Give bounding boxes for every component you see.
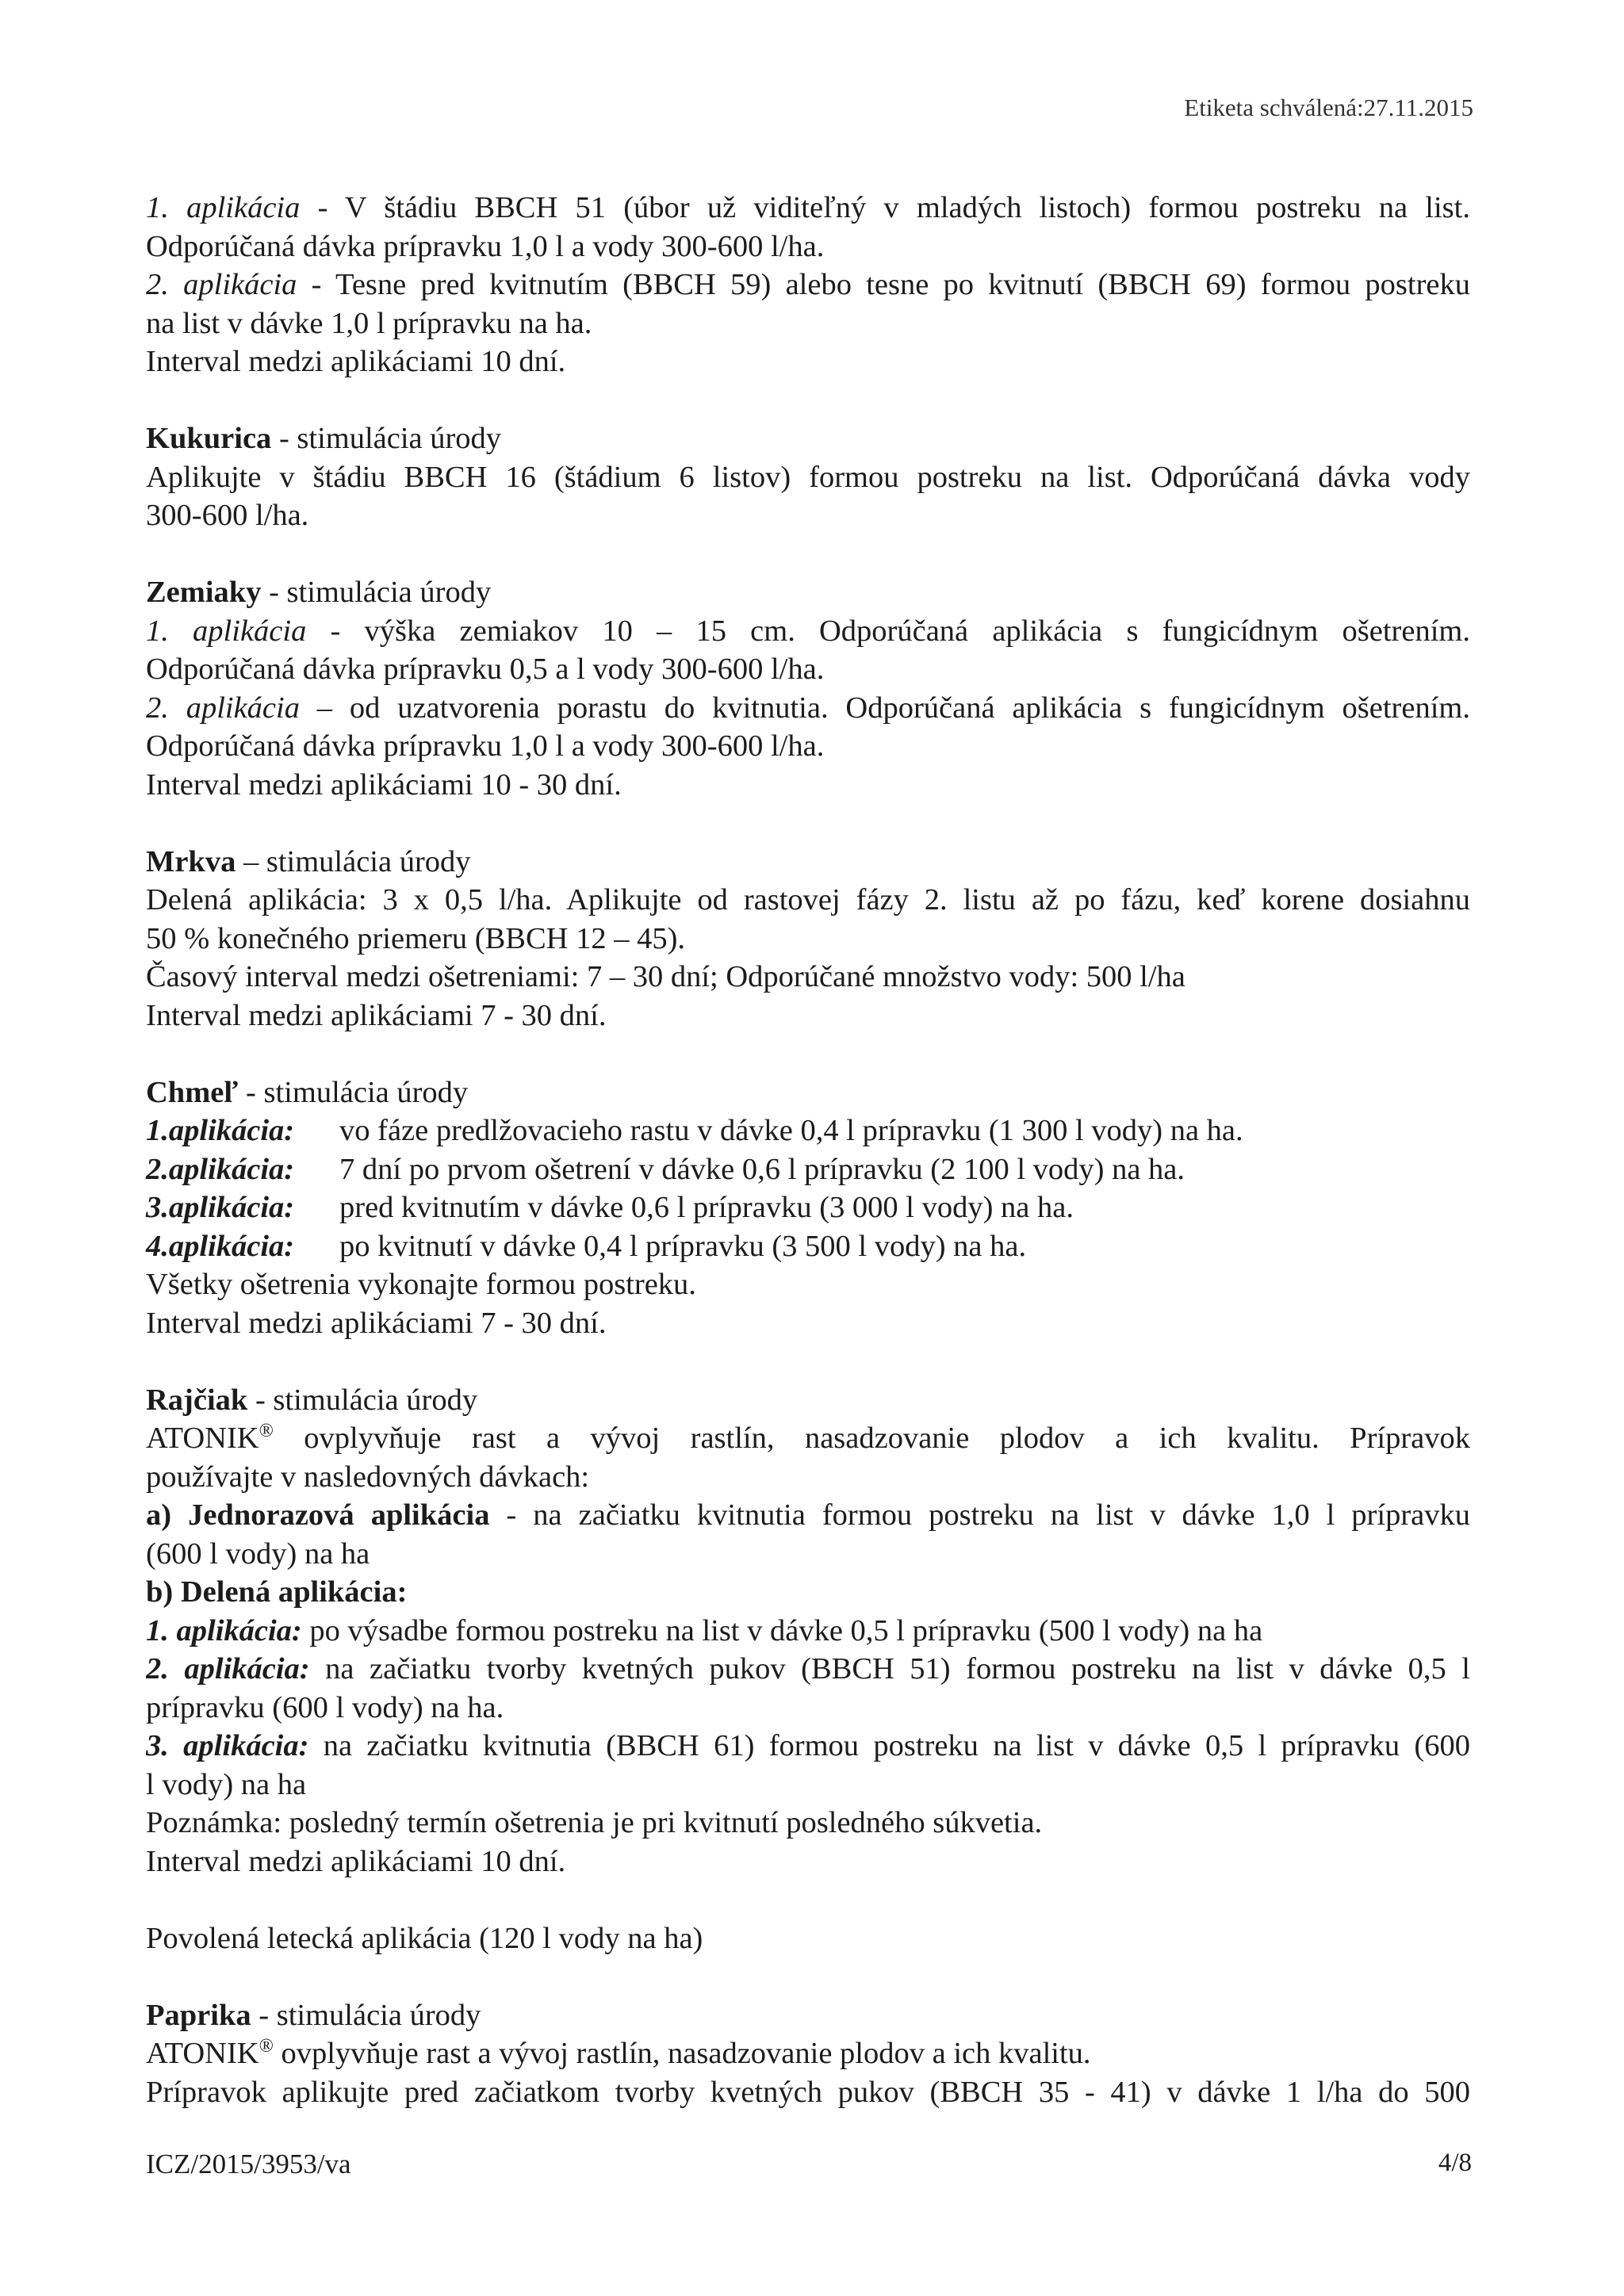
label-text: [146, 189, 1470, 2111]
document-reference: ICZ/2015/3953/va: [146, 2149, 351, 2179]
rajciak-line-4: (600 l vody) na ha: [146, 1536, 370, 1571]
rajciak-line-9: 3. aplikácia: na začiatku kvitnutia (BBCH 61) formou postreku na list v dávke 0,5 l prípravku (600: [146, 1729, 1470, 1762]
mrkva-line-1: Delená aplikácia: 3 x 0,5 l/ha. Aplikujte od rastovej fázy 2. listu až po fázu, keď korene dosiahnu: [146, 883, 1470, 916]
block1-line-4: na list v dávke 1,0 l prípravku na ha.: [146, 306, 592, 340]
section-heading-rajciak: Rajčiak - stimulácia úrody: [146, 1383, 478, 1417]
zemiaky-line-4: Odporúčaná dávka prípravku 1,0 l a vody 300-600 l/ha.: [146, 729, 825, 763]
rajciak-line-7: 2. aplikácia: na začiatku tvorby kvetných pukov (BBCH 51) formou postreku na list v dávke 0,5 l: [146, 1652, 1470, 1686]
rajciak-line-11: Poznámka: posledný termín ošetrenia je pri kvitnutí posledného súkvetia.: [146, 1806, 1043, 1839]
block1-line-2: Odporúčaná dávka prípravku 1,0 l a vody 300-600 l/ha.: [146, 229, 825, 263]
paprika-line-1: ATONIK® ovplyvňuje rast a vývoj rastlín, nasadzovanie plodov a ich kvalitu.: [146, 2036, 1091, 2070]
registered-mark: ®: [259, 1421, 274, 1442]
zemiaky-line-1: 1. aplikácia - výška zemiakov 10 – 15 cm. Odporúčaná aplikácia s fungicídnym ošetrením.: [146, 614, 1470, 648]
mrkva-line-2: 50 % konečného priemeru (BBCH 12 – 45).: [146, 921, 686, 955]
zemiaky-line-2: Odporúčaná dávka prípravku 0,5 a l vody 300-600 l/ha.: [146, 652, 825, 686]
approval-date: Etiketa schválená:27.11.2015: [1184, 94, 1473, 121]
mrkva-line-3: Časový interval medzi ošetreniami: 7 – 30 dní; Odporúčané množstvo vody: 500 l/ha: [146, 960, 1185, 993]
block1-line-1: 1. aplikácia - V štádiu BBCH 51 (úbor už viditeľný v mladých listoch) formou postreku na list.: [146, 191, 1470, 224]
chmel-application-row: 4.aplikácia: po kvitnutí v dávke 0,4 l prípravku (3 500 l vody) na ha.: [146, 1229, 1027, 1263]
rajciak-line-5: b) Delená aplikácia:: [146, 1575, 408, 1609]
kukurica-line-1: Aplikujte v štádiu BBCH 16 (štádium 6 listov) formou postreku na list. Odporúčaná dávka vody: [146, 460, 1470, 494]
kukurica-line-2: 300-600 l/ha.: [146, 499, 309, 532]
rajciak-line-12: Interval medzi aplikáciami 10 dní.: [146, 1844, 566, 1878]
registered-mark: ®: [259, 2036, 274, 2057]
rajciak-line-3: a) Jednorazová aplikácia - na začiatku kvitnutia formou postreku na list v dávke 1,0 l prípravku: [146, 1498, 1470, 1532]
zemiaky-line-3: 2. aplikácia – od uzatvorenia porastu do kvitnutia. Odporúčaná aplikácia s fungicídnym ošetrením.: [146, 691, 1470, 725]
aerial-application-note: Povolená letecká aplikácia (120 l vody na ha): [146, 1921, 703, 1955]
chmel-application-row: 2.aplikácia: 7 dní po prvom ošetrení v dávke 0,6 l prípravku (2 100 l vody) na ha.: [146, 1152, 1185, 1186]
page-number: 4/8: [1438, 2149, 1472, 2177]
paprika-line-2: Prípravok aplikujte pred začiatkom tvorby kvetných pukov (BBCH 35 - 41) v dávke 1 l/ha do 500: [146, 2075, 1470, 2109]
section-heading-paprika: Paprika - stimulácia úrody: [146, 1998, 481, 2032]
rajciak-line-2: používajte v nasledovných dávkach:: [146, 1460, 590, 1494]
section-heading-chmel: Chmeľ - stimulácia úrody: [146, 1075, 469, 1109]
rajciak-line-1: ATONIK® ovplyvňuje rast a vývoj rastlín, nasadzovanie plodov a ich kvalitu. Prípravok: [146, 1421, 1470, 1455]
section-heading-mrkva: Mrkva – stimulácia úrody: [146, 844, 471, 878]
section-heading-zemiaky: Zemiaky - stimulácia úrody: [146, 576, 492, 609]
rajciak-line-6: 1. aplikácia: po výsadbe formou postreku na list v dávke 0,5 l prípravku (500 l vody) na ha: [146, 1613, 1263, 1647]
block1-line-5: Interval medzi aplikáciami 10 dní.: [146, 345, 566, 378]
rajciak-line-8: prípravku (600 l vody) na ha.: [146, 1690, 504, 1724]
mrkva-line-4: Interval medzi aplikáciami 7 - 30 dní.: [146, 998, 607, 1032]
rajciak-line-10: l vody) na ha: [146, 1767, 307, 1801]
chmel-line-5: Všetky ošetrenia vykonajte formou postreku.: [146, 1268, 696, 1301]
zemiaky-line-5: Interval medzi aplikáciami 10 - 30 dní.: [146, 767, 622, 802]
chmel-line-6: Interval medzi aplikáciami 7 - 30 dní.: [146, 1306, 607, 1340]
block1-line-3: 2. aplikácia - Tesne pred kvitnutím (BBCH 59) alebo tesne po kvitnutí (BBCH 69) formou postreku: [146, 268, 1470, 301]
section-heading-kukurica: Kukurica - stimulácia úrody: [146, 422, 502, 455]
chmel-application-row: 1.aplikácia: vo fáze predlžovacieho rastu v dávke 0,4 l prípravku (1 300 l vody) na ha.: [146, 1114, 1243, 1147]
chmel-application-row: 3.aplikácia: pred kvitnutím v dávke 0,6 l prípravku (3 000 l vody) na ha.: [146, 1191, 1074, 1224]
